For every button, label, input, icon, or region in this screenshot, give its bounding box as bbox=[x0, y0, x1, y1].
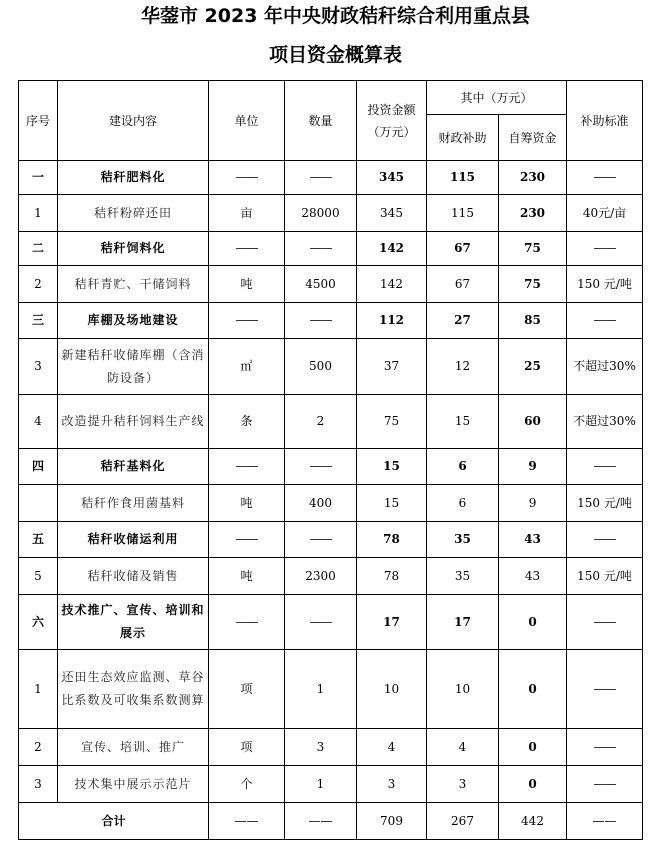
cell-unit: 亩 bbox=[209, 195, 285, 232]
cell-content: 还田生态效应监测、草谷比系数及可收集系数测算 bbox=[58, 650, 209, 729]
cell-content: 秸秆饲料化 bbox=[58, 232, 209, 266]
cell-fiscal: 35 bbox=[427, 522, 499, 558]
cell-unit: —— bbox=[209, 303, 285, 339]
cell-unit: 条 bbox=[209, 395, 285, 449]
cell-standard: —— bbox=[567, 650, 643, 729]
cell-fiscal: 35 bbox=[427, 558, 499, 595]
cell-qty: 2 bbox=[285, 395, 357, 449]
cell-self: 85 bbox=[499, 303, 567, 339]
cell-no: 1 bbox=[19, 195, 58, 232]
header-self: 自筹资金 bbox=[499, 115, 567, 161]
cell-qty: 4500 bbox=[285, 266, 357, 303]
category-row bbox=[19, 232, 643, 266]
cell-invest: 345 bbox=[357, 195, 427, 232]
document-title: 华蓥市 2023 年中央财政秸秆综合利用重点县 bbox=[140, 5, 531, 27]
cell-no: 1 bbox=[19, 650, 58, 729]
cell-fiscal: 6 bbox=[427, 485, 499, 522]
cell-no: 4 bbox=[19, 395, 58, 449]
cell-self: 0 bbox=[499, 729, 567, 766]
cell-unit: ㎡ bbox=[209, 339, 285, 395]
cell-qty: —— bbox=[285, 449, 357, 485]
item-row bbox=[19, 558, 643, 595]
cell-content: 秸秆肥料化 bbox=[58, 161, 209, 195]
total-label: 合计 bbox=[19, 803, 209, 840]
cell-self: 43 bbox=[499, 558, 567, 595]
cell-self: 25 bbox=[499, 339, 567, 395]
cell-standard: —— bbox=[567, 303, 643, 339]
total-row bbox=[19, 803, 643, 840]
item-row bbox=[19, 195, 643, 232]
cell-unit: 项 bbox=[209, 729, 285, 766]
cell-content: 技术集中展示示范片 bbox=[58, 766, 209, 803]
cell-fiscal: 4 bbox=[427, 729, 499, 766]
cell-fiscal: 3 bbox=[427, 766, 499, 803]
item-row bbox=[19, 339, 643, 395]
cell-unit: —— bbox=[209, 161, 285, 195]
cell-fiscal: 67 bbox=[427, 232, 499, 266]
cell-unit: —— bbox=[209, 449, 285, 485]
cell-invest: 345 bbox=[357, 161, 427, 195]
cell-no: 2 bbox=[19, 729, 58, 766]
cell-qty: 2300 bbox=[285, 558, 357, 595]
cell-qty: 1 bbox=[285, 650, 357, 729]
cell-no: 五 bbox=[19, 522, 58, 558]
cell-content: 秸秆基料化 bbox=[58, 449, 209, 485]
cell-unit: —— bbox=[209, 595, 285, 650]
total-standard: —— bbox=[567, 803, 643, 840]
total-qty: —— bbox=[285, 803, 357, 840]
cell-no: 一 bbox=[19, 161, 58, 195]
cell-content: 新建秸秆收储库棚（含消防设备） bbox=[58, 339, 209, 395]
cell-fiscal: 17 bbox=[427, 595, 499, 650]
cell-content: 秸秆青贮、干储饲料 bbox=[58, 266, 209, 303]
cell-invest: 4 bbox=[357, 729, 427, 766]
cell-content: 库棚及场地建设 bbox=[58, 303, 209, 339]
item-row bbox=[19, 766, 643, 803]
cell-unit: 吨 bbox=[209, 558, 285, 595]
cell-no: 六 bbox=[19, 595, 58, 650]
cell-no: 3 bbox=[19, 766, 58, 803]
header-unit: 单位 bbox=[209, 81, 285, 161]
item-row bbox=[19, 395, 643, 449]
cell-standard: —— bbox=[567, 449, 643, 485]
cell-standard: —— bbox=[567, 161, 643, 195]
cell-no: 四 bbox=[19, 449, 58, 485]
category-row bbox=[19, 303, 643, 339]
cell-content: 技术推广、宣传、培训和展示 bbox=[58, 595, 209, 650]
cell-self: 0 bbox=[499, 595, 567, 650]
cell-invest: 78 bbox=[357, 558, 427, 595]
cell-invest: 3 bbox=[357, 766, 427, 803]
cell-fiscal: 115 bbox=[427, 195, 499, 232]
cell-content: 秸秆作食用菌基料 bbox=[58, 485, 209, 522]
cell-qty: 1 bbox=[285, 766, 357, 803]
cell-fiscal: 115 bbox=[427, 161, 499, 195]
cell-no: 2 bbox=[19, 266, 58, 303]
header-content: 建设内容 bbox=[58, 81, 209, 161]
cell-self: 230 bbox=[499, 161, 567, 195]
cell-self: 9 bbox=[499, 449, 567, 485]
header-invest: 投资金额（万元） bbox=[357, 81, 427, 161]
header-standard: 补助标准 bbox=[567, 81, 643, 161]
category-row bbox=[19, 522, 643, 558]
total-unit: —— bbox=[209, 803, 285, 840]
cell-self: 9 bbox=[499, 485, 567, 522]
header-of-which: 其中（万元） bbox=[427, 81, 567, 115]
budget-table bbox=[18, 80, 643, 840]
cell-no: 三 bbox=[19, 303, 58, 339]
cell-invest: 17 bbox=[357, 595, 427, 650]
cell-standard: 150 元/吨 bbox=[567, 266, 643, 303]
cell-standard: 150 元/吨 bbox=[567, 558, 643, 595]
cell-invest: 15 bbox=[357, 485, 427, 522]
cell-qty: —— bbox=[285, 595, 357, 650]
cell-standard: 不超过30% bbox=[567, 395, 643, 449]
cell-invest: 75 bbox=[357, 395, 427, 449]
cell-no: 5 bbox=[19, 558, 58, 595]
cell-self: 75 bbox=[499, 266, 567, 303]
cell-invest: 142 bbox=[357, 232, 427, 266]
total-fiscal: 267 bbox=[427, 803, 499, 840]
cell-content: 秸秆粉碎还田 bbox=[58, 195, 209, 232]
item-row bbox=[19, 266, 643, 303]
cell-unit: 吨 bbox=[209, 266, 285, 303]
header-qty: 数量 bbox=[285, 81, 357, 161]
header-fiscal: 财政补助 bbox=[427, 115, 499, 161]
cell-invest: 78 bbox=[357, 522, 427, 558]
category-row bbox=[19, 449, 643, 485]
cell-no: 3 bbox=[19, 339, 58, 395]
cell-fiscal: 15 bbox=[427, 395, 499, 449]
cell-content: 秸秆收储运利用 bbox=[58, 522, 209, 558]
cell-standard: —— bbox=[567, 729, 643, 766]
cell-no: 二 bbox=[19, 232, 58, 266]
cell-content: 改造提升秸秆饲料生产线 bbox=[58, 395, 209, 449]
cell-unit: 项 bbox=[209, 650, 285, 729]
cell-fiscal: 10 bbox=[427, 650, 499, 729]
cell-invest: 15 bbox=[357, 449, 427, 485]
item-row bbox=[19, 729, 643, 766]
cell-qty: 500 bbox=[285, 339, 357, 395]
cell-standard: 150 元/吨 bbox=[567, 485, 643, 522]
cell-qty: —— bbox=[285, 232, 357, 266]
cell-self: 0 bbox=[499, 650, 567, 729]
cell-content: 秸秆收储及销售 bbox=[58, 558, 209, 595]
cell-unit: 个 bbox=[209, 766, 285, 803]
cell-content: 宣传、培训、推广 bbox=[58, 729, 209, 766]
cell-fiscal: 12 bbox=[427, 339, 499, 395]
cell-invest: 37 bbox=[357, 339, 427, 395]
cell-standard: —— bbox=[567, 522, 643, 558]
cell-unit: —— bbox=[209, 522, 285, 558]
item-row bbox=[19, 650, 643, 729]
cell-fiscal: 6 bbox=[427, 449, 499, 485]
cell-standard: 不超过30% bbox=[567, 339, 643, 395]
cell-fiscal: 27 bbox=[427, 303, 499, 339]
cell-invest: 112 bbox=[357, 303, 427, 339]
cell-unit: —— bbox=[209, 232, 285, 266]
cell-standard: —— bbox=[567, 595, 643, 650]
cell-invest: 142 bbox=[357, 266, 427, 303]
header-row bbox=[19, 81, 643, 115]
cell-fiscal: 67 bbox=[427, 266, 499, 303]
document-subtitle: 项目资金概算表 bbox=[268, 44, 402, 66]
cell-self: 230 bbox=[499, 195, 567, 232]
cell-qty: 28000 bbox=[285, 195, 357, 232]
cell-qty: —— bbox=[285, 303, 357, 339]
cell-self: 60 bbox=[499, 395, 567, 449]
cell-unit: 吨 bbox=[209, 485, 285, 522]
category-row bbox=[19, 595, 643, 650]
total-invest: 709 bbox=[357, 803, 427, 840]
cell-qty: 400 bbox=[285, 485, 357, 522]
total-self: 442 bbox=[499, 803, 567, 840]
cell-qty: 3 bbox=[285, 729, 357, 766]
cell-qty: —— bbox=[285, 161, 357, 195]
cell-self: 43 bbox=[499, 522, 567, 558]
cell-qty: —— bbox=[285, 522, 357, 558]
cell-standard: 40元/亩 bbox=[567, 195, 643, 232]
category-row bbox=[19, 161, 643, 195]
header-no: 序号 bbox=[19, 81, 58, 161]
cell-no bbox=[19, 485, 58, 522]
cell-self: 0 bbox=[499, 766, 567, 803]
cell-standard: —— bbox=[567, 766, 643, 803]
item-row bbox=[19, 485, 643, 522]
cell-invest: 10 bbox=[357, 650, 427, 729]
cell-standard: —— bbox=[567, 232, 643, 266]
cell-self: 75 bbox=[499, 232, 567, 266]
